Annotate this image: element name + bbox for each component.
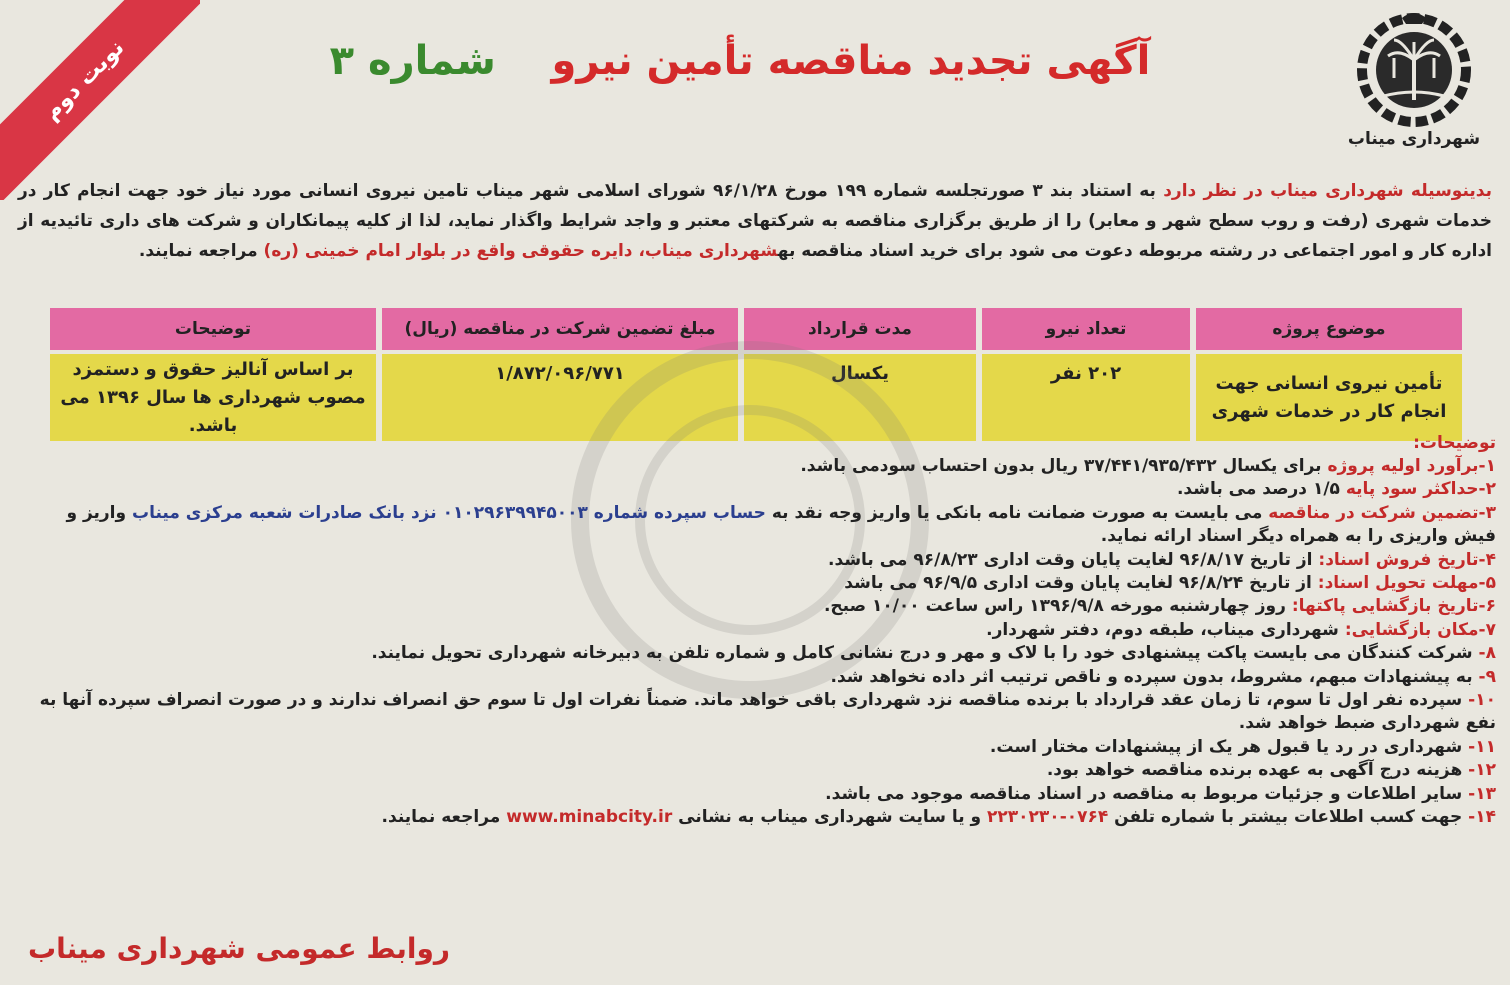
ribbon-label: نوبت دوم: [38, 34, 130, 126]
note-11-number: ۱۱-: [1468, 736, 1496, 757]
intro-paragraph: [18, 176, 1492, 266]
ribbon-band: [0, 0, 200, 200]
headline-title: آگهی تجدید مناقصه تأمین نیرو: [551, 38, 1151, 84]
second-run-ribbon: [0, 0, 200, 200]
note-8: [22, 642, 1496, 665]
note-8-text: شرکت کنندگان می بایست پاکت پیشنهادی خود را با لاک و مهر و درج نشانی کامل و شماره تلفن به دبیرخانه شهرداری تحویل نمایند.: [371, 643, 1479, 664]
header-remarks: توضیحات: [50, 308, 376, 350]
cell-project-subject: تأمین نیروی انسانی جهت انجام کار در خدمات شهری: [1196, 354, 1462, 441]
intro-text-1: به استناد بند ۳ صورتجلسه شماره ۱۹۹ مورخ ۹۶/۱/۲۸ شورای اسلامی شهر میناب تامین نیروی انسانی مورد نیاز خود جهت انجام کار در خدمات شهری (رفت و روب سطح شهر و معابر) را از طریق برگزاری مناقصه به شرکتهای معتبر و واجد شرایط واگذار نماید، لذا از کلیه پیمانکاران و شرکت های داری تائیدیه از اداره کار و امور اجتماعی در رشته مربوطه دعوت می شود برای خرید اسناد مناقصه به: [18, 181, 1492, 261]
logo-caption: شهرداری میناب: [1347, 129, 1481, 149]
notice-headline: [260, 38, 1220, 84]
note-10-text: سپرده نفر اول تا سوم، تا زمان عقد قرارداد با برنده مناقصه نزد شهرداری باقی خواهد ماند. ضمناً نفرات اول تا سوم حق انصراف ندارند و در صورت انصراف سپرده آنها به نفع شهرداری ضبط خواهد شد.: [39, 690, 1496, 734]
note-6-label: تاریخ بازگشایی پاکتها:: [1291, 596, 1479, 617]
header-project-subject: موضوع پروژه: [1196, 308, 1462, 350]
tender-table-header-row: [50, 308, 1462, 350]
note-1-label: برآورد اولیه پروژه: [1327, 456, 1479, 476]
note-9-text: به پیشنهادات مبهم، مشروط، بدون سپرده و ناقص ترتیب اثر داده نخواهد شد.: [830, 666, 1479, 687]
header-guarantee-amount: مبلغ تضمین شرکت در مناقصه (ریال): [382, 308, 738, 350]
note-14-number: ۱۴-: [1468, 807, 1496, 828]
header-workforce-count: تعداد نیرو: [982, 308, 1190, 350]
note-9-number: ۹-: [1478, 666, 1496, 687]
note-13-text: سایر اطلاعات و جزئیات مربوط به مناقصه در اسناد مناقصه موجود می باشد.: [825, 783, 1469, 804]
note-14-phone: ۰۷۶۴-۲۲۳۰۲۳۰: [987, 807, 1109, 828]
note-3-account: حساب سپرده شماره ۰۱۰۲۹۶۳۹۹۴۵۰۰۳ نزد بانک صادرات شعبه مرکزی میناب: [132, 502, 766, 523]
note-4: [22, 549, 1496, 572]
note-14-text-3: مراجعه نمایند.: [381, 807, 507, 828]
palm-emblem-icon: [1344, 10, 1484, 155]
note-12-number: ۱۲-: [1468, 760, 1496, 781]
note-5-text: از تاریخ ۹۶/۸/۲۴ لغایت پایان وقت اداری ۹۶/۹/۵ می باشد: [844, 573, 1318, 594]
note-2: [22, 478, 1496, 501]
cell-contract-duration: یکسال: [744, 354, 976, 441]
note-11-text: شهرداری در رد یا قبول هر یک از پیشنهادات مختار است.: [989, 736, 1469, 757]
note-4-number: ۴-: [1478, 549, 1496, 570]
notes-title: توضیحات:: [1413, 433, 1496, 453]
note-9: [22, 666, 1496, 689]
note-8-number: ۸-: [1478, 643, 1496, 664]
note-3-number: ۳-: [1478, 502, 1496, 523]
note-3-label: تضمین شرکت در مناقصه: [1268, 502, 1479, 523]
table-row: [50, 354, 1462, 441]
note-6-number: ۶-: [1478, 596, 1496, 617]
note-12: [22, 759, 1496, 782]
tender-table: [44, 304, 1468, 445]
note-6-text: روز چهارشنبه مورخه ۱۳۹۶/۹/۸ راس ساعت ۱۰/۰۰ صبح.: [823, 596, 1292, 617]
note-5-number: ۵-: [1478, 573, 1496, 594]
note-7-label: مکان بازگشایی:: [1344, 619, 1479, 640]
note-14-text-1: جهت کسب اطلاعات بیشتر با شماره تلفن: [1108, 807, 1469, 828]
note-3: [22, 502, 1496, 549]
note-13: [22, 783, 1496, 806]
note-7-text: شهرداری میناب، طبقه دوم، دفتر شهردار.: [986, 619, 1345, 640]
intro-lead: بدینوسیله شهرداری میناب در نظر دارد: [1163, 181, 1492, 201]
intro-text-2: مراجعه نمایند.: [138, 241, 264, 261]
header-contract-duration: مدت قرارداد: [744, 308, 976, 350]
note-7-number: ۷-: [1478, 619, 1496, 640]
cell-guarantee-amount: ۱/۸۷۲/۰۹۶/۷۷۱: [382, 354, 738, 441]
note-2-text: ۱/۵ درصد می باشد.: [1176, 479, 1346, 500]
note-1-number: ۱-: [1478, 456, 1496, 476]
note-3-text-1: می بایست به صورت ضمانت نامه بانکی یا واریز وجه نقد به: [765, 502, 1269, 523]
notes-section: [22, 433, 1496, 830]
intro-highlight: شهرداری میناب، دایره حقوقی واقع در بلوار امام خمینی (ره): [263, 241, 778, 261]
cell-workforce-count: ۲۰۲ نفر: [982, 354, 1190, 441]
note-6: [22, 595, 1496, 618]
note-10-number: ۱۰-: [1468, 690, 1496, 711]
note-5: [22, 572, 1496, 595]
municipality-logo: [1344, 10, 1484, 155]
note-14: [22, 806, 1496, 829]
note-11: [22, 736, 1496, 759]
note-3-text-2: واریز و فیش واریزی را به همراه دیگر اسناد ارائه نماید.: [66, 502, 1496, 547]
note-12-text: هزینه درج آگهی به عهده برنده مناقصه خواهد بود.: [1046, 760, 1469, 781]
public-relations-signature: روابط عمومی شهرداری میناب: [28, 932, 451, 965]
cell-remarks: بر اساس آنالیز حقوق و دستمزد مصوب شهرداری ها سال ۱۳۹۶ می باشد.: [50, 354, 376, 441]
note-10: [22, 689, 1496, 736]
note-5-label: مهلت تحویل اسناد:: [1317, 573, 1479, 594]
note-14-text-2: و یا سایت شهرداری میناب به نشانی: [672, 807, 988, 828]
note-2-label: حداکثر سود پایه: [1345, 479, 1479, 500]
note-14-website-link[interactable]: www.minabcity.ir: [506, 807, 673, 828]
note-4-label: تاریخ فروش اسناد:: [1318, 549, 1479, 570]
note-1: [22, 455, 1496, 478]
note-4-text: از تاریخ ۹۶/۸/۱۷ لغایت پایان وقت اداری ۹۶/۸/۲۳ می باشد.: [828, 549, 1319, 570]
note-13-number: ۱۳-: [1468, 783, 1496, 804]
note-2-number: ۲-: [1478, 479, 1496, 500]
headline-number: شماره ۳: [329, 38, 496, 84]
note-7: [22, 619, 1496, 642]
note-1-text: برای یکسال ۳۷/۴۴۱/۹۳۵/۴۳۲ ریال بدون احتساب سودمی باشد.: [800, 456, 1328, 476]
